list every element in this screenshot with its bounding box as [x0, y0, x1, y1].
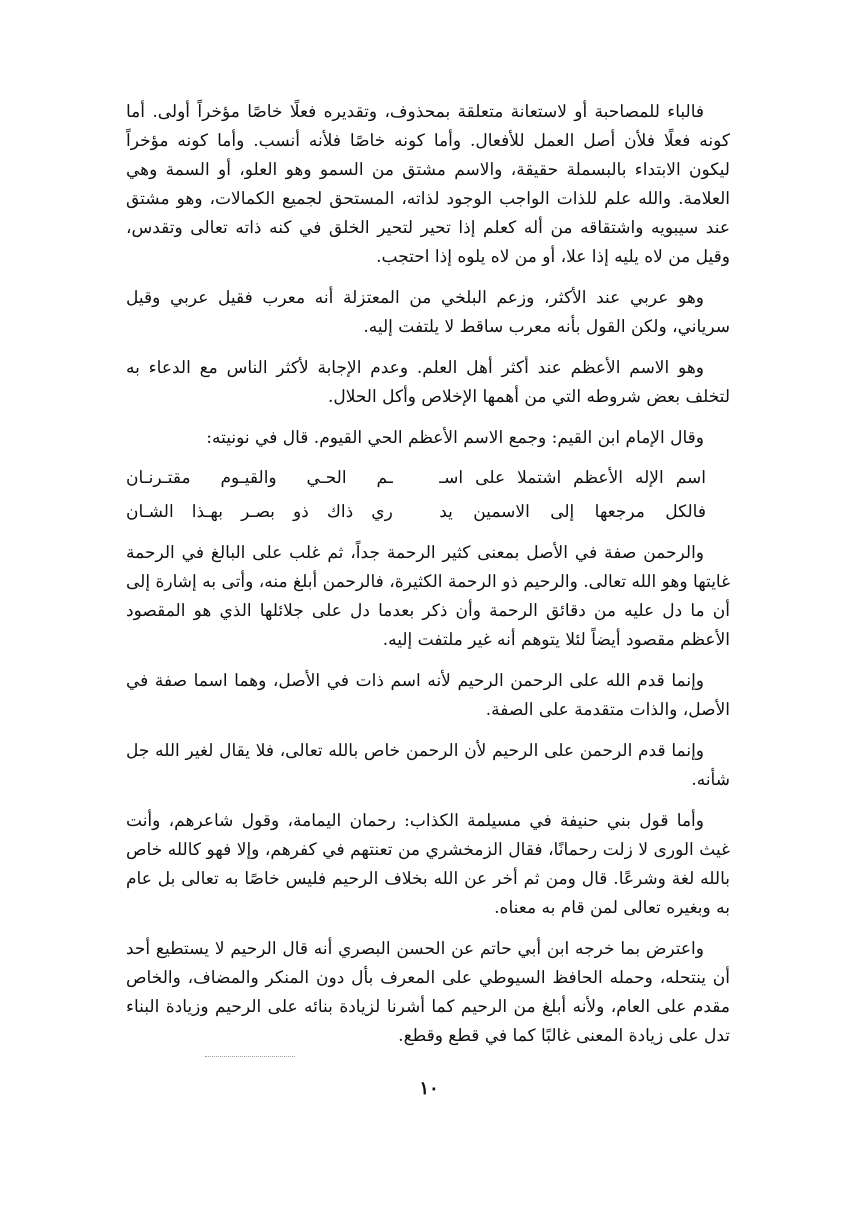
paragraph-musaylima: وأما قول بني حنيفة في مسيلمة الكذاب: رحمان اليمامة، وقول شاعرهم، وأنت غيث الورى لا زلت رحمانًا، فقال الزمخشري من تعنتهم في كفرهم، وإلا فهو كالله خاص بالله لغة وشرعًا. قال ومن ثم أخر عن الله بخلاف الرحيم فليس خاصًا به تعالى بل عام به وبغيره تعالى لمن قام به معناه. — [126, 811, 730, 918]
poem-verse — [126, 461, 706, 495]
paragraph-basmala-grammar: فالباء للمصاحبة أو لاستعانة متعلقة بمحذوف، وتقديره فعلًا خاصًا مؤخراً أولى. أما كونه فعلًا فلأن أصل العمل للأفعال. وأما كونه خاصًا فلأنه أنسب. وأما كونه مؤخراً ليكون الابتداء بالبسملة حقيقة، والاسم مشتق من السمو وهو العلو، أو السمة وهي العلامة. والله علم للذات الواجب الوجود لذاته، المستحق لجميع الكمالات، وهو مشتق عند سيبويه واشتقاقه من أله كعلم إذا تحير لتحير الخلق في كنه ذاته تعالى وتقدس، وقيل من لاه يليه إذا علا، أو من لاه يلوه إذا احتجب. — [126, 102, 730, 267]
body-text — [126, 98, 730, 453]
paragraph-rahman-first: وإنما قدم الرحمن على الرحيم لأن الرحمن خاص بالله تعالى، فلا يقال لغير الله جل شأنه. — [126, 741, 730, 790]
paragraph-objection: واعترض بما خرجه ابن أبي حاتم عن الحسن البصري أنه قال الرحيم لا يستطيع أحد أن ينتحله، وحمله الحافظ السيوطي على المعرف بأل دون المنكر والمضاف، والخاص مقدم على العام، ولأنه أبلغ من الرحيم كما أشرنا لزيادة بنائه على الرحيم وزيادة البناء تدل على زيادة المعنى غالبًا كما في قطع وقطع. — [126, 939, 730, 1046]
verse-second-hemistich: ـم الحـي والقيـوم مقتـرنـان — [126, 468, 393, 488]
paragraph-ibn-qayyim: وقال الإمام ابن القيم: وجمع الاسم الأعظم الحي القيوم. قال في نونيته: — [206, 428, 704, 448]
paragraph-greatest-name: وهو الاسم الأعظم عند أكثر أهل العلم. وعدم الإجابة لأكثر الناس مع الدعاء به لتخلف بعض شروطه التي من أهمها الإخلاص وأكل الحلال. — [126, 358, 730, 407]
verse-second-hemistich: ري ذاك ذو بصـر بهـذا الشـان — [126, 502, 393, 522]
verse-first-hemistich: فالكل مرجعها إلى الاسمين يد — [439, 502, 706, 522]
paragraph-allah-first: وإنما قدم الله على الرحمن الرحيم لأنه اسم ذات في الأصل، وهما اسما صفة في الأصل، والذات متقدمة على الصفة. — [126, 671, 730, 720]
poem-verse — [126, 495, 706, 529]
body-text-continued — [126, 539, 730, 1051]
poem-block — [126, 461, 706, 529]
footer-divider — [205, 1056, 295, 1057]
verse-first-hemistich: اسم الإله الأعظم اشتملا على اسـ — [439, 468, 706, 488]
paragraph-rahman-meaning: والرحمن صفة في الأصل بمعنى كثير الرحمة جداً، ثم غلب على البالغ في الرحمة غايتها وهو الله تعالى. والرحيم ذو الرحمة الكثيرة، فالرحمن أبلغ منه، وأتى به إشارة إلى أن ما دل عليه من دقائق الرحمة وأن ذكر بعدما دل على جلائلها الذي هو المقصود الأعظم مقصود أيضاً لئلا يتوهم أنه غير ملتفت إليه. — [126, 543, 730, 650]
page-number: ١٠ — [419, 1078, 439, 1099]
paragraph-arabic-origin: وهو عربي عند الأكثر، وزعم البلخي من المعتزلة أنه معرب فقيل عربي وقيل سرياني، ولكن القول بأنه معرب ساقط لا يلتفت إليه. — [126, 288, 730, 337]
